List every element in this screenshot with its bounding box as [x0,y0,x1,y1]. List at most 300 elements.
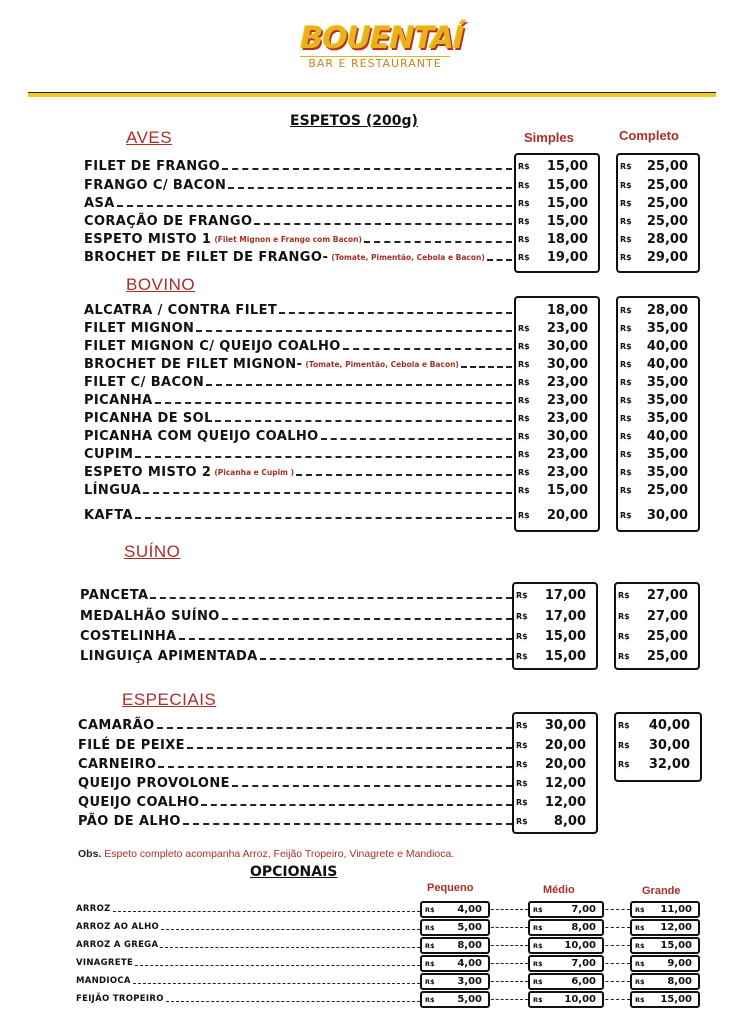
opcional-price [528,901,604,918]
simples-price [518,337,594,355]
leader-dots [157,727,512,729]
currency-symbol: R$ [620,161,632,171]
currency-symbol: R$ [516,759,528,769]
simples-price [516,647,592,665]
menu-item [78,755,512,773]
currency-symbol: R$ [635,977,645,986]
leader-dots [160,947,420,948]
leader-dots [222,168,512,170]
currency-symbol: R$ [518,180,530,190]
price-value: 23,00 [546,464,588,480]
leader-dots [486,963,528,964]
currency-symbol: R$ [635,941,645,950]
item-name: ESPETO MISTO 2 [84,464,212,480]
simples-price [516,716,592,734]
col-header-completo: Completo [619,128,679,143]
completo-price [620,427,694,445]
currency-symbol: R$ [620,449,632,459]
logo-wordmark: BOUENTAÍ [296,21,467,56]
price-value: 15,00 [660,940,692,951]
price-value: 25,00 [646,177,688,193]
leader-dots [279,312,512,314]
page-title: ESPETOS (200g) [290,113,418,129]
currency-symbol: R$ [618,631,630,641]
opcional-price [528,955,604,972]
currency-symbol: R$ [620,252,632,262]
leader-dots [135,965,420,966]
menu-item [84,319,512,337]
simples-price [518,391,594,409]
currency-symbol: R$ [518,395,530,405]
price-value: 25,00 [646,158,688,174]
opcional-item [76,900,420,917]
simples-price [518,194,594,212]
simples-price [516,627,592,645]
item-name: PICANHA DE SOL [84,410,213,426]
opcional-item [76,972,420,989]
opcional-item [76,936,420,953]
completo-price [618,586,694,604]
leader-dots [600,945,630,946]
leader-dots [296,474,512,476]
completo-price [620,445,694,463]
section-title: SUÍNO [124,542,181,561]
item-name: KAFTA [84,507,133,523]
price-value: 30,00 [546,356,588,372]
price-value: 4,00 [457,958,482,969]
leader-dots [487,259,512,261]
currency-symbol: R$ [518,431,530,441]
price-value: 20,00 [546,507,588,523]
header-divider [28,92,716,97]
completo-price [620,337,694,355]
currency-symbol: R$ [620,180,632,190]
currency-symbol: R$ [533,941,543,950]
simples-price [518,409,594,427]
price-value: 4,00 [457,904,482,915]
price-value: 20,00 [544,737,586,753]
currency-symbol: R$ [518,359,530,369]
price-value: 8,00 [457,940,482,951]
price-value: 40,00 [646,338,688,354]
logo-tagline: BAR E RESTAURANTE [300,56,450,70]
currency-symbol: R$ [516,816,528,826]
opcional-price [630,901,700,918]
price-value: 35,00 [646,464,688,480]
leader-dots [135,517,512,519]
currency-symbol: R$ [518,198,530,208]
leader-dots [222,618,512,620]
price-value: 35,00 [646,374,688,390]
item-name: CUPIM [84,446,134,462]
opcional-name: MANDIOCA [76,975,131,986]
price-value: 30,00 [546,338,588,354]
simples-price [516,755,592,773]
opcional-item [76,990,420,1007]
price-value: 28,00 [646,231,688,247]
menu-item [84,506,512,524]
simples-price [518,355,594,373]
completo-price [620,194,694,212]
item-name: PICANHA [84,392,153,408]
leader-dots [343,348,512,350]
leader-dots [321,438,512,440]
completo-price [620,506,694,524]
completo-price [620,176,694,194]
currency-symbol: R$ [620,467,632,477]
opcional-price [420,955,490,972]
currency-symbol: R$ [533,977,543,986]
price-value: 40,00 [646,428,688,444]
completo-price [620,391,694,409]
leader-dots [232,785,512,787]
item-name: PICANHA COM QUEIJO COALHO [84,428,319,444]
opcional-item [76,954,420,971]
simples-price [518,301,594,319]
currency-symbol: R$ [620,395,632,405]
completo-price [618,716,696,734]
menu-item [80,647,512,665]
leader-dots [486,909,528,910]
item-name: ESPETO MISTO 1 [84,231,212,247]
menu-item [78,736,512,754]
leader-dots [133,983,420,984]
currency-symbol: R$ [516,720,528,730]
item-name: COSTELINHA [80,628,177,644]
currency-symbol: R$ [533,959,543,968]
price-value: 7,00 [571,904,596,915]
simples-price [516,812,592,830]
leader-dots [461,366,512,368]
opcional-item [76,918,420,935]
currency-symbol: R$ [518,252,530,262]
simples-price [516,586,592,604]
currency-symbol: R$ [620,377,632,387]
currency-symbol: R$ [620,359,632,369]
leader-dots [600,981,630,982]
leader-dots [600,909,630,910]
menu-item [78,812,512,830]
section-title: ESPECIAIS [122,690,217,709]
opcional-price [528,973,604,990]
price-value: 23,00 [546,410,588,426]
price-value: 10,00 [564,994,596,1005]
completo-price [618,607,694,625]
item-name: BROCHET DE FILET MIGNON- [84,356,303,372]
section-title: AVES [126,128,173,147]
price-value: 15,00 [544,648,586,664]
menu-item [84,337,512,355]
opcional-price [528,937,604,954]
currency-symbol: R$ [425,905,435,914]
price-value: 23,00 [546,374,588,390]
col-header-simples: Simples [524,130,574,145]
opcional-price [420,901,490,918]
currency-symbol: R$ [620,510,632,520]
opcionais-title: OPCIONAIS [250,864,338,880]
price-value: 15,00 [546,158,588,174]
completo-price [620,409,694,427]
leader-dots [486,927,528,928]
completo-price [620,319,694,337]
currency-symbol: R$ [425,923,435,932]
completo-price [618,755,696,773]
price-value: 15,00 [660,994,692,1005]
leader-dots [135,456,512,458]
item-name: FILET MIGNON C/ QUEIJO COALHO [84,338,341,354]
opcional-price [630,919,700,936]
item-name: QUEIJO COALHO [78,794,200,810]
leader-dots [113,911,420,912]
price-value: 23,00 [546,446,588,462]
menu-item [78,774,512,792]
leader-dots [486,999,528,1000]
menu-item [84,230,512,248]
simples-price [518,463,594,481]
price-value: 8,00 [571,922,596,933]
simples-price [516,793,592,811]
leader-dots [187,747,512,749]
price-value: 25,00 [646,628,688,644]
leader-dots [201,804,512,806]
currency-symbol: R$ [618,611,630,621]
price-value: 25,00 [646,213,688,229]
currency-symbol: R$ [620,413,632,423]
opcional-price [420,973,490,990]
currency-symbol: R$ [620,234,632,244]
price-value: 30,00 [544,717,586,733]
leader-dots [166,1001,420,1002]
currency-symbol: R$ [518,341,530,351]
item-name: PÃO DE ALHO [78,813,181,829]
leader-dots [206,384,512,386]
currency-symbol: R$ [425,977,435,986]
opcional-price [420,919,490,936]
menu-item [80,607,512,625]
leader-dots [215,420,512,422]
currency-symbol: R$ [518,161,530,171]
price-value: 27,00 [646,608,688,624]
price-value: 30,00 [546,428,588,444]
obs-label: Obs. [78,848,102,860]
currency-symbol: R$ [618,590,630,600]
leader-dots [158,766,512,768]
currency-symbol: R$ [635,995,645,1004]
currency-symbol: R$ [425,959,435,968]
leader-dots [179,638,512,640]
price-value: 7,00 [571,958,596,969]
menu-item [84,301,512,319]
item-name: FILET C/ BACON [84,374,205,390]
leader-dots [196,330,512,332]
price-value: 12,00 [544,775,586,791]
price-value: 15,00 [546,177,588,193]
price-value: 35,00 [646,446,688,462]
price-value: 18,00 [546,231,588,247]
completo-price [620,355,694,373]
item-name: CAMARÃO [78,717,155,733]
simples-price [518,373,594,391]
simples-price [518,157,594,175]
leader-dots [117,205,512,207]
opcional-price [630,955,700,972]
col-header-medio: Médio [543,884,575,896]
simples-price [518,506,594,524]
leader-dots [228,187,512,189]
price-value: 25,00 [646,648,688,664]
simples-price [518,230,594,248]
menu-item [84,355,512,373]
col-header-grande: Grande [642,885,681,897]
opcional-price [630,937,700,954]
currency-symbol: R$ [635,905,645,914]
currency-symbol: R$ [518,323,530,333]
price-value: 28,00 [646,302,688,318]
opcional-name: ARROZ A GREGA [76,939,159,950]
opcional-price [420,991,490,1008]
leader-dots [486,981,528,982]
col-header-pequeno: Pequeno [427,882,474,894]
price-value: 27,00 [646,587,688,603]
item-name: CARNEIRO [78,756,157,772]
simples-price [518,427,594,445]
currency-symbol: R$ [533,995,543,1004]
completo-price [620,230,694,248]
currency-symbol: R$ [518,216,530,226]
menu-item [84,157,512,175]
menu-item [84,481,512,499]
opcional-name: ARROZ AO ALHO [76,921,160,932]
price-value: 29,00 [646,249,688,265]
price-value: 5,00 [457,994,482,1005]
leader-dots [260,658,512,660]
price-value: 30,00 [648,737,690,753]
currency-symbol: R$ [620,305,632,315]
price-value: 25,00 [646,195,688,211]
item-note: (Tomate, Pimentão, Cebola e Bacon) [331,252,485,262]
item-name: CORAÇÃO DE FRANGO [84,213,253,229]
item-note: (Tomate, Pimentão, Cebola e Bacon) [305,359,459,369]
item-name: PANCETA [80,587,149,603]
simples-price [518,319,594,337]
currency-symbol: R$ [533,905,543,914]
leader-dots [600,963,630,964]
menu-item [84,248,512,266]
opcional-name: VINAGRETE [76,957,134,968]
currency-symbol: R$ [516,740,528,750]
opcional-name: FEIJÃO TROPEIRO [76,993,164,1004]
currency-symbol: R$ [518,510,530,520]
currency-symbol: R$ [518,377,530,387]
price-value: 35,00 [646,320,688,336]
currency-symbol: R$ [618,740,630,750]
leader-dots [161,929,420,930]
price-value: 23,00 [546,320,588,336]
currency-symbol: R$ [635,959,645,968]
leader-dots [254,223,512,225]
price-value: 12,00 [660,922,692,933]
restaurant-logo [296,21,467,82]
currency-symbol: R$ [620,485,632,495]
currency-symbol: R$ [516,651,528,661]
currency-symbol: R$ [518,413,530,423]
price-value: 32,00 [648,756,690,772]
item-name: FILÉ DE PEIXE [78,737,185,753]
menu-item [84,373,512,391]
price-value: 30,00 [646,507,688,523]
price-value: 19,00 [546,249,588,265]
currency-symbol: R$ [620,323,632,333]
completo-price [620,212,694,230]
completo-price [620,481,694,499]
opcional-price [420,937,490,954]
price-value: 15,00 [546,482,588,498]
simples-price [516,607,592,625]
price-value: 9,00 [667,958,692,969]
price-value: 40,00 [648,717,690,733]
completo-price [618,627,694,645]
price-value: 18,00 [546,302,588,318]
leader-dots [600,999,630,1000]
item-note: (Filet Mignon e Frango com Bacon) [214,234,362,244]
currency-symbol: R$ [620,198,632,208]
completo-price [620,248,694,266]
currency-symbol: R$ [620,341,632,351]
item-name: LÍNGUA [84,482,142,498]
completo-price [620,301,694,319]
currency-symbol: R$ [620,216,632,226]
price-value: 6,00 [571,976,596,987]
price-value: 35,00 [646,410,688,426]
currency-symbol: R$ [620,431,632,441]
currency-symbol: R$ [516,797,528,807]
price-value: 15,00 [546,213,588,229]
item-name: FILET MIGNON [84,320,195,336]
menu-item [78,793,512,811]
menu-item [84,176,512,194]
simples-price [518,176,594,194]
observation-note [78,848,454,860]
opcional-price [528,919,604,936]
menu-item [84,194,512,212]
price-value: 8,00 [667,976,692,987]
completo-price [620,157,694,175]
leader-dots [600,927,630,928]
price-value: 15,00 [544,628,586,644]
currency-symbol: R$ [516,611,528,621]
currency-symbol: R$ [425,995,435,1004]
currency-symbol: R$ [516,590,528,600]
item-name: FRANGO C/ BACON [84,177,227,193]
currency-symbol: R$ [516,778,528,788]
menu-item [80,627,512,645]
price-value: 17,00 [544,608,586,624]
price-value: 8,00 [553,813,586,829]
item-name: ASA [84,195,115,211]
section-title: BOVINO [126,275,196,294]
menu-item [84,391,512,409]
leader-dots [486,945,528,946]
completo-price [620,373,694,391]
simples-price [518,248,594,266]
price-value: 40,00 [646,356,688,372]
simples-price [516,736,592,754]
currency-symbol: R$ [518,234,530,244]
leader-dots [155,402,512,404]
currency-symbol: R$ [518,449,530,459]
completo-price [618,647,694,665]
price-value: 5,00 [457,922,482,933]
